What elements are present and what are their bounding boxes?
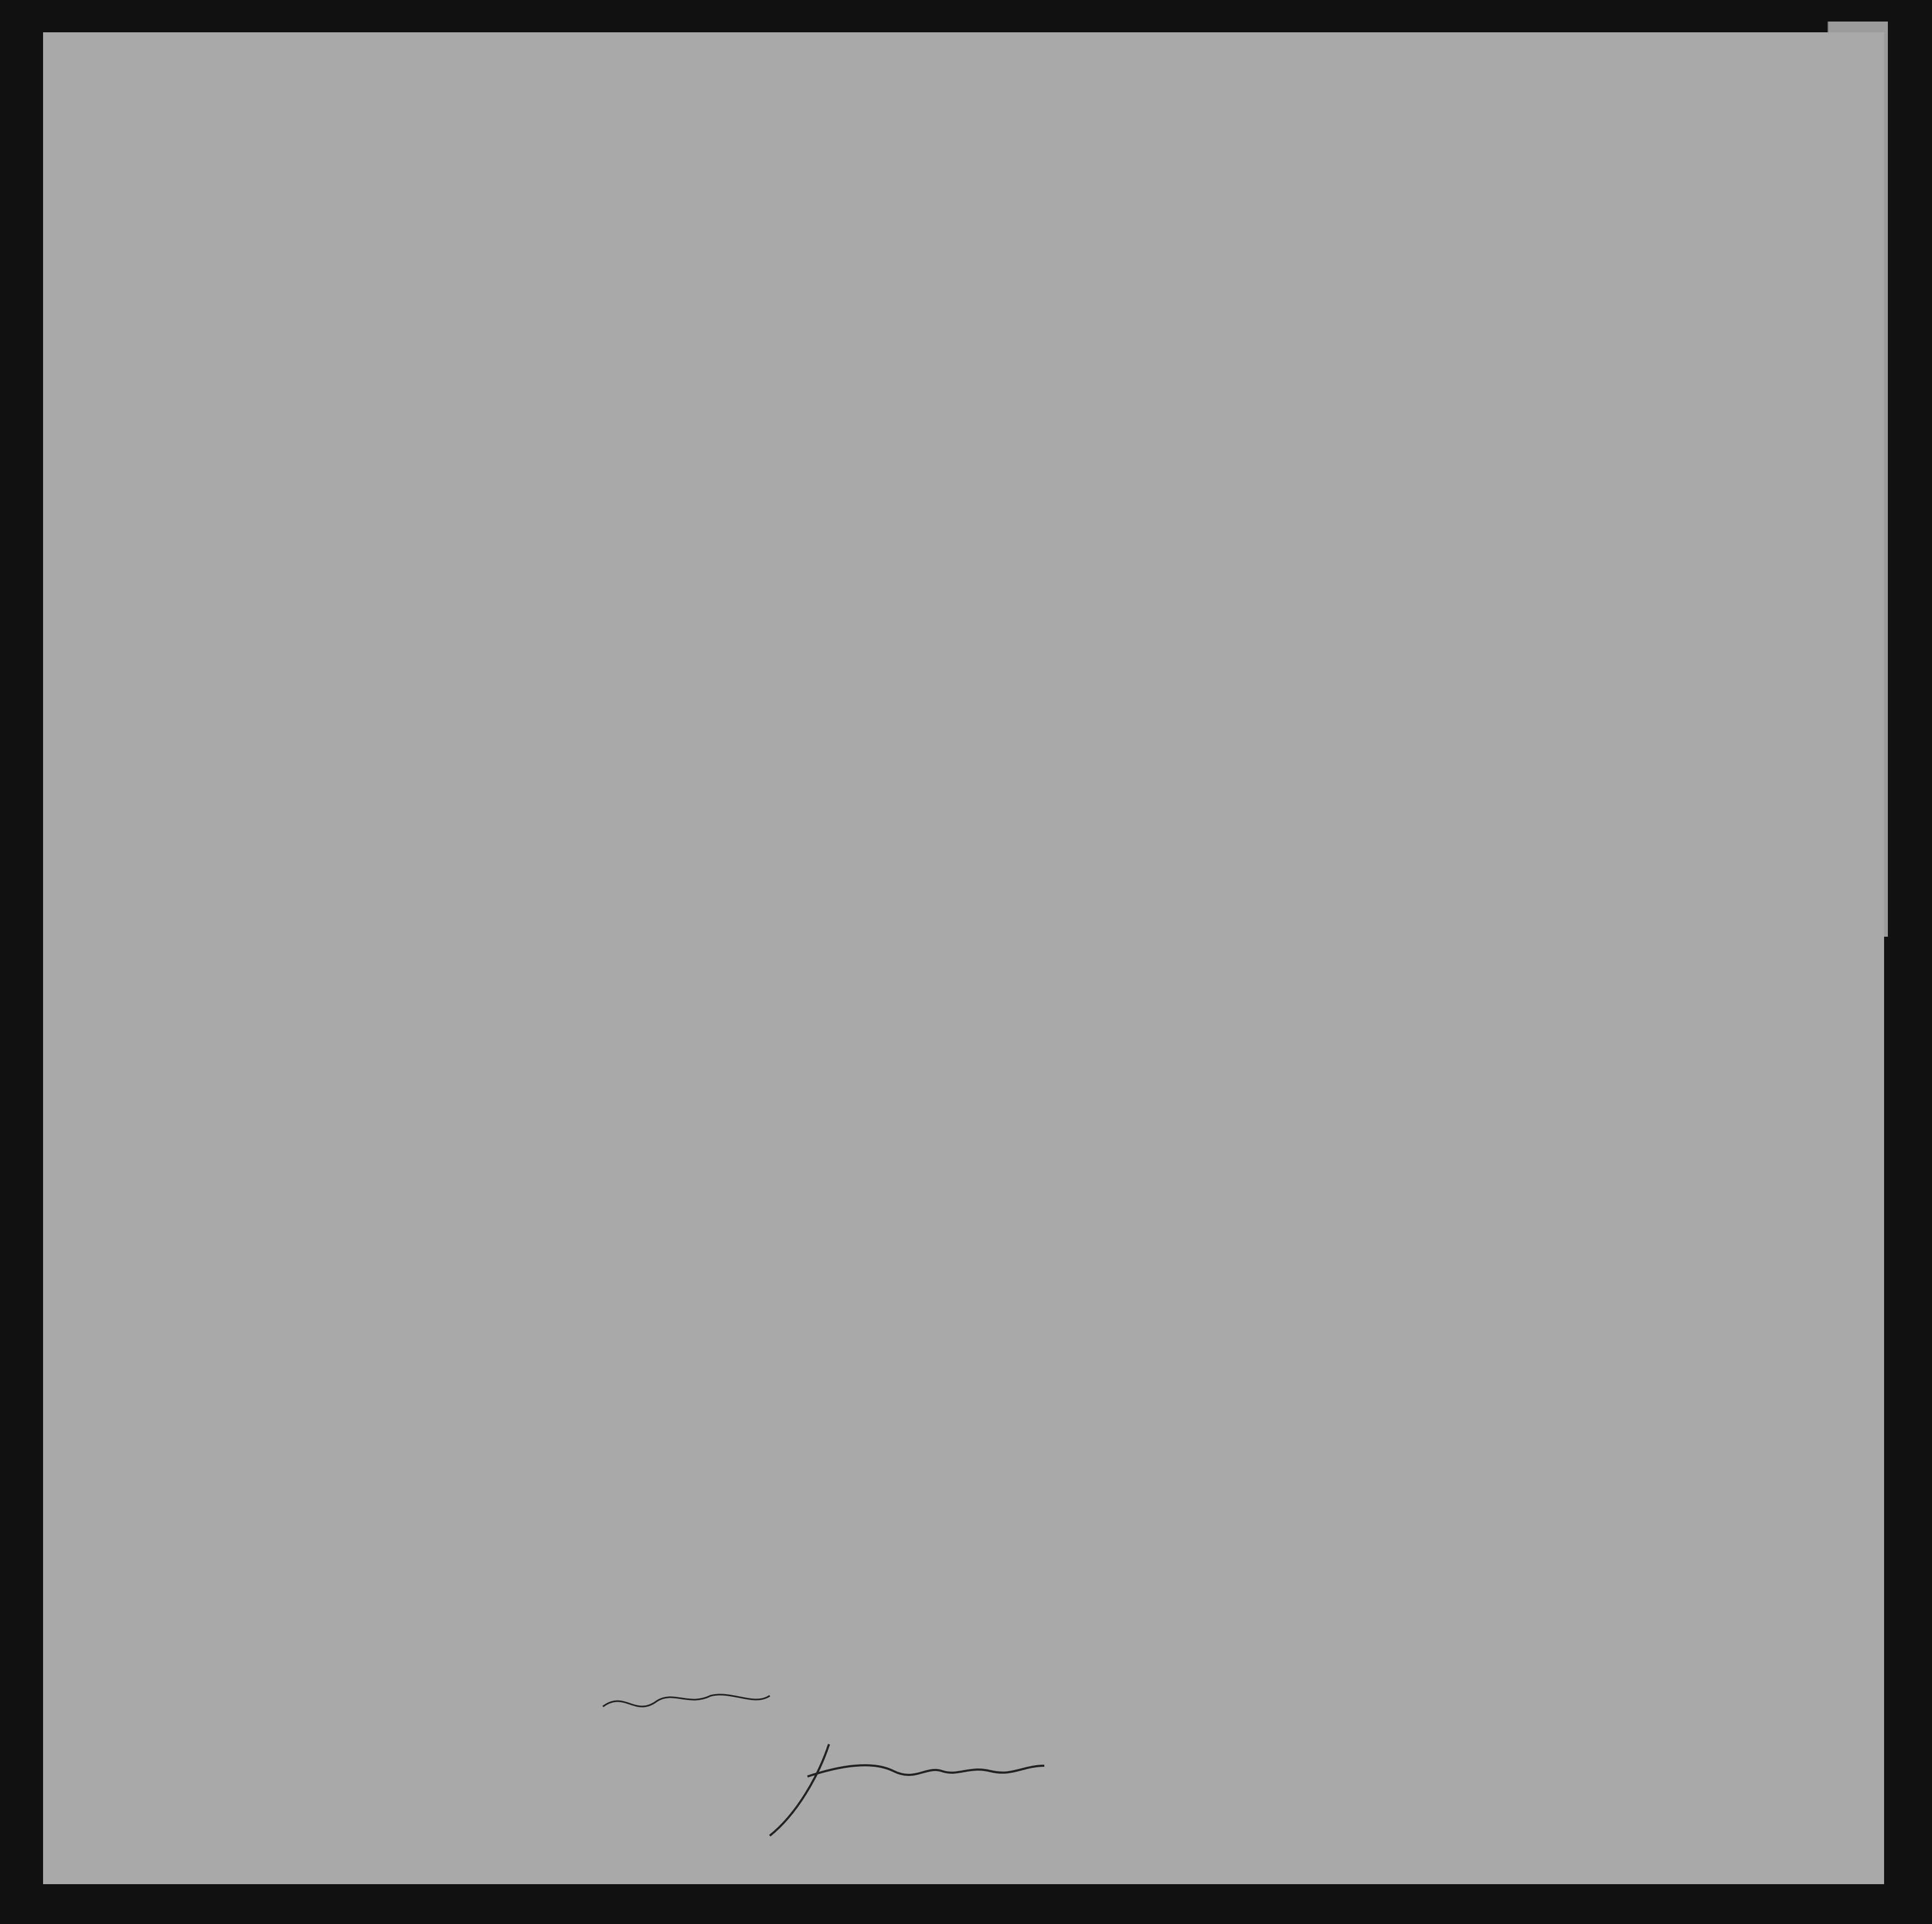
inspector-signature [592,1685,1130,1846]
